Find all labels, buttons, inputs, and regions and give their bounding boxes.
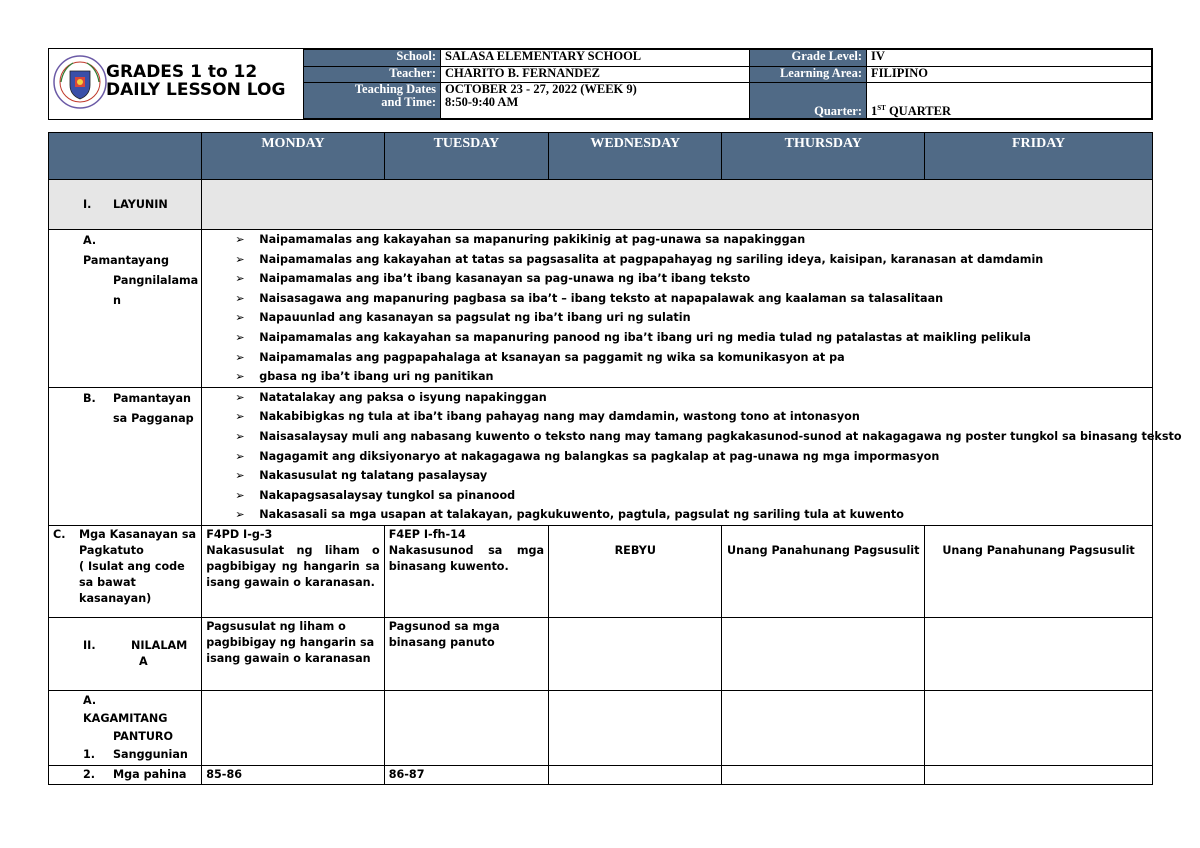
day-header-tuesday: TUESDAY — [384, 133, 548, 180]
kasanayan-friday-cell: Unang Panahunang Pagsusulit — [925, 525, 1153, 617]
pamantayang-pangnilalaman-list — [202, 230, 1152, 387]
school-value: SALASA ELEMENTARY SCHOOL — [441, 50, 750, 67]
list-item: ➢ gbasa ng iba’t ibang uri ng panitikan — [202, 367, 1152, 387]
kasanayan-note: ( Isulat ang code sa bawat kasanayan) — [79, 559, 185, 605]
kasanayan-tuesday-code: F4EP I-fh-14 — [388, 527, 466, 541]
list-item: ➢ Nakasusulat ng talatang pasalaysay — [202, 466, 1152, 486]
list-item: ➢ Nakabibigkas ng tula at iba’t ibang pahayag nang may damdamin, wastong tono at intonasyon — [202, 407, 1152, 427]
teacher-value: CHARITO B. FERNANDEZ — [441, 66, 750, 83]
pamantayang-pangnilalaman-content-cell — [202, 230, 1153, 388]
layunin-label: LAYUNIN — [113, 197, 168, 211]
kasanayan-monday-text: Nakasusulat ng liham o pagbibigay ng hangarin sa isang gawain o karanasan. — [206, 543, 380, 589]
kagamitang-tuesday-cell — [384, 690, 548, 765]
kasanayan-letter: C. — [53, 527, 66, 541]
list-item: ➢ Naipamamalas ang kakayahan sa mapanuring panood ng iba’t ibang uri ng media tulad ng patalastas at maikling pelikula — [202, 328, 1152, 348]
row-mga-pahina — [49, 765, 1153, 784]
kasanayan-monday-code: F4PD I-g-3 — [206, 527, 273, 541]
school-label: School: — [304, 50, 441, 67]
mga-pahina-tuesday-cell: 86-87 — [384, 765, 548, 784]
quarter-label: Quarter: — [750, 83, 867, 119]
grade-level-label: Grade Level: — [750, 50, 867, 67]
kasanayan-label: Mga Kasanayan sa Pagkatuto — [79, 527, 197, 557]
kasanayan-label-cell — [49, 525, 202, 617]
day-header-thursday: THURSDAY — [722, 133, 925, 180]
kagamitang-panturo-label-2: PANTURO — [113, 729, 174, 743]
nilalaman-label-cell — [49, 617, 202, 690]
list-item: ➢ Nagagamit ang diksiyonaryo at nakagagawa ng balangkas sa pagkalap at pag-unawa ng mga impormasyon — [202, 447, 1152, 467]
nilalaman-friday-cell — [925, 617, 1153, 690]
list-item: ➢ Nakapagsasalaysay tungkol sa pinanood — [202, 486, 1152, 506]
learning-area-value: FILIPINO — [867, 66, 1152, 83]
pamantayan-sa-pagganap-label-2: sa Pagganap — [113, 411, 194, 425]
list-item: ➢ Naisasalaysay muli ang nabasang kuwento o teksto nang may tamang pagkakasunod-sunod at nakagagawa ng poster tungkol sa binasang teksto — [202, 427, 1152, 447]
list-item: ➢ Naipamamalas ang kakayahan at tatas sa pagsasalita at pagpapahayag ng sariling ideya, kaisipan, karanasan at damdamin — [202, 250, 1152, 270]
teaching-dates-label — [304, 83, 441, 119]
quarter-text: 1ST QUARTER — [871, 103, 952, 118]
kagamitang-panturo-label-1: KAGAMITANG — [83, 711, 168, 725]
teacher-label: Teacher: — [304, 66, 441, 83]
corner-header-cell — [49, 133, 202, 180]
pamantayan-sa-pagganap-content-cell — [202, 387, 1182, 525]
pamantayan-sa-pagganap-list — [202, 388, 1182, 525]
mga-pahina-thursday-cell — [722, 765, 925, 784]
list-item: ➢ Natatalakay ang paksa o isyung napakinggan — [202, 388, 1152, 408]
row-pamantayang-pangnilalaman — [49, 230, 1153, 388]
teaching-time: 8:50-9:40 AM — [445, 95, 519, 110]
kasanayan-monday-cell — [202, 525, 384, 617]
nilalaman-thursday-cell — [722, 617, 925, 690]
mga-pahina-friday-cell — [925, 765, 1153, 784]
header-info — [303, 49, 1152, 119]
list-item: ➢ Naisasagawa ang mapanuring pagbasa sa iba’t – ibang teksto at napapalawak ang kaalaman sa talasalitaan — [202, 289, 1152, 309]
header-info-table — [303, 49, 1152, 119]
teaching-dates-label-line-2: and Time: — [381, 95, 436, 110]
layunin-content-cell — [202, 180, 1153, 230]
learning-area-label: Learning Area: — [750, 66, 867, 83]
kasanayan-thursday-cell: Unang Panahunang Pagsusulit — [722, 525, 925, 617]
kagamitang-wednesday-cell — [549, 690, 722, 765]
nilalaman-monday-cell: Pagsusulat ng liham o pagbibigay ng hangarin sa isang gawain o karanasan — [202, 617, 384, 690]
mga-pahina-num: 2. — [83, 767, 96, 781]
pamantayang-pangnilalaman-letter: A. — [83, 234, 97, 247]
kasanayan-wednesday-cell: REBYU — [549, 525, 722, 617]
row-kagamitang-panturo — [49, 690, 1153, 765]
kagamitang-friday-cell — [925, 690, 1153, 765]
header-block — [48, 48, 1153, 120]
nilalaman-tuesday-cell: Pagsunod sa mga binasang panuto — [384, 617, 548, 690]
row-nilalaman — [49, 617, 1153, 690]
mga-pahina-monday-cell: 85-86 — [202, 765, 384, 784]
form-title — [106, 63, 285, 99]
pamantayan-sa-pagganap-label-cell — [49, 387, 202, 525]
sanggunian-label: Sanggunian — [113, 747, 188, 761]
layunin-num: I. — [83, 197, 92, 211]
kagamitang-panturo-label-cell — [49, 690, 202, 765]
kasanayan-tuesday-cell — [384, 525, 548, 617]
pamantayang-pangnilalaman-label-3: n — [113, 294, 121, 307]
row-kasanayan — [49, 525, 1153, 617]
sanggunian-num: 1. — [83, 747, 96, 761]
mga-pahina-label-cell — [49, 765, 202, 784]
lesson-log-table — [48, 132, 1182, 785]
teaching-dates-value — [441, 83, 750, 119]
nilalaman-label-2: A — [139, 654, 148, 668]
day-header-friday: FRIDAY — [925, 133, 1153, 180]
kagamitang-thursday-cell — [722, 690, 925, 765]
pamantayang-pangnilalaman-label-1: Pamantayang — [83, 254, 169, 267]
form-title-line-2: DAILY LESSON LOG — [106, 80, 286, 100]
kasanayan-tuesday-text: Nakasusunod sa mga binasang kuwento. — [388, 543, 545, 573]
list-item: ➢ Naipamamalas ang pagpapahalaga at ksanayan sa paggamit ng wika sa komunikasyon at pa — [202, 348, 1152, 368]
form-title-line-1: GRADES 1 to 12 — [106, 62, 258, 82]
list-item: ➢ Napauunlad ang kasanayan sa pagsulat ng iba’t ibang uri ng sulatin — [202, 308, 1152, 328]
pamantayan-sa-pagganap-letter: B. — [83, 391, 96, 405]
day-header-wednesday: WEDNESDAY — [549, 133, 722, 180]
row-layunin — [49, 180, 1153, 230]
pamantayang-pangnilalaman-label-cell — [49, 230, 202, 388]
row-pamantayan-sa-pagganap — [49, 387, 1153, 525]
nilalaman-wednesday-cell — [549, 617, 722, 690]
kagamitang-panturo-letter: A. — [83, 693, 97, 707]
layunin-label-cell — [49, 180, 202, 230]
nilalaman-num: II. — [83, 638, 96, 652]
list-item: ➢ Naipamamalas ang kakayahan sa mapanuring pakikinig at pag-unawa sa napakinggan — [202, 230, 1152, 250]
quarter-value — [867, 83, 1152, 119]
teaching-dates: OCTOBER 23 - 27, 2022 (WEEK 9) — [445, 82, 637, 97]
pamantayan-sa-pagganap-label-1: Pamantayan — [113, 391, 191, 405]
nilalaman-label-1: NILALAM — [131, 638, 188, 652]
mga-pahina-wednesday-cell — [549, 765, 722, 784]
grade-level-value: IV — [867, 50, 1152, 67]
pamantayang-pangnilalaman-label-2: Pangnilalama — [113, 274, 199, 287]
deped-seal-icon — [53, 55, 107, 109]
day-header-monday: MONDAY — [202, 133, 384, 180]
teaching-dates-label-line-1: Teaching Dates — [354, 82, 436, 97]
mga-pahina-label: Mga pahina — [113, 767, 187, 781]
kagamitang-monday-cell — [202, 690, 384, 765]
list-item: ➢ Nakasasali sa mga usapan at talakayan, pagkukuwento, pagtula, pagsulat ng sariling tula at kuwento — [202, 505, 1152, 525]
list-item: ➢ Naipamamalas ang iba’t ibang kasanayan sa pag-unawa ng iba’t ibang teksto — [202, 269, 1152, 289]
